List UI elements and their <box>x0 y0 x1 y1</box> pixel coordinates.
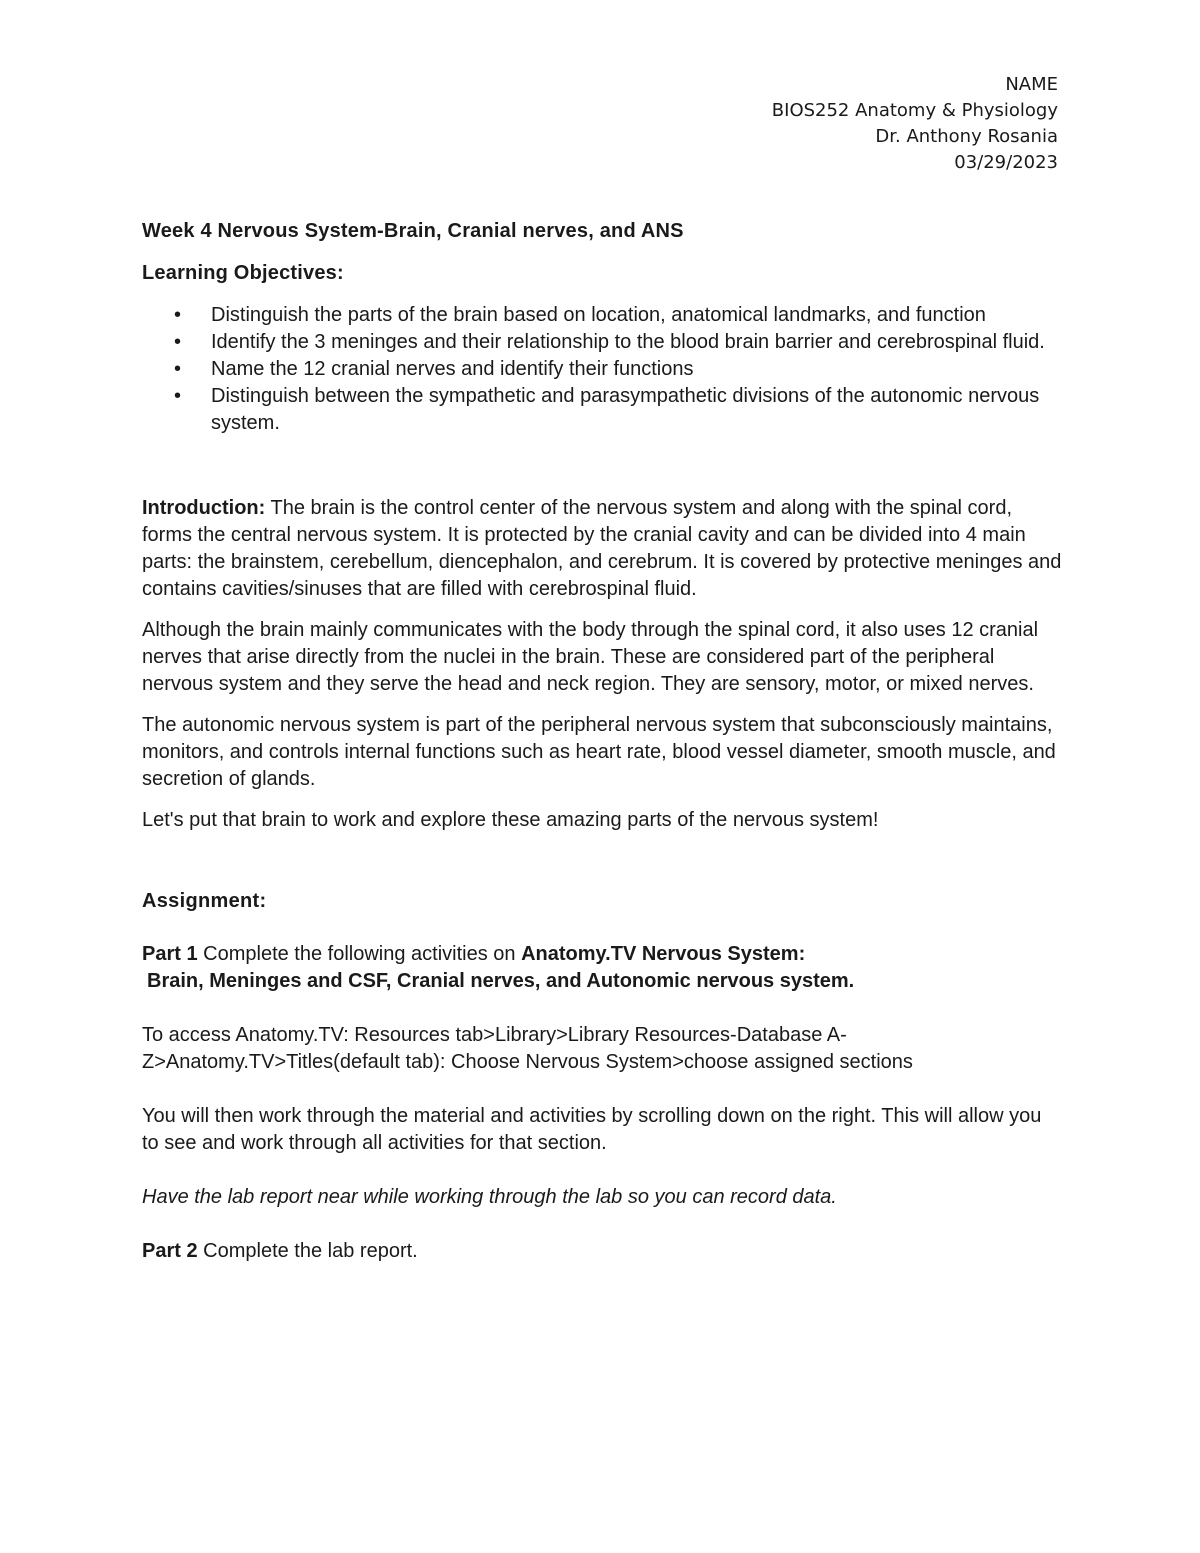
part2-text: Complete the lab report. <box>197 1240 418 1262</box>
part2-instructions <box>142 1238 1062 1265</box>
list-item <box>142 383 1062 437</box>
introduction-paragraph <box>142 495 1062 603</box>
part1-sections: Brain, Meninges and CSF, Cranial nerves, and Autonomic nervous system. <box>147 970 855 992</box>
instructor-name: Dr. Anthony Rosania <box>875 126 1058 147</box>
list-item <box>142 302 1062 329</box>
introduction-text: The brain is the control center of the nervous system and along with the spinal cord, forms the central nervous system. It is protected by the cranial cavity and can be divided into 4 main parts: the brainstem, cerebellum, diencephalon, and cerebrum. It is covered by protective meninges and contains cavities/sinuses that are filled with cerebrospinal fluid. <box>142 497 1062 600</box>
objective-text: Distinguish between the sympathetic and parasympathetic divisions of the autonomic nervous system. <box>211 385 1040 434</box>
list-item <box>142 329 1062 356</box>
objectives-heading: Learning Objectives: <box>142 262 344 284</box>
header-block <box>772 72 1058 176</box>
objective-text: Identify the 3 meninges and their relationship to the blood brain barrier and cerebrospinal fluid. <box>211 331 1045 353</box>
work-through-instructions: You will then work through the material and activities by scrolling down on the right. This will allow you to see and work through all activities for that section. <box>142 1105 1042 1154</box>
bullet-icon: • <box>174 304 182 326</box>
list-item <box>142 356 1062 383</box>
introduction-label: Introduction: <box>142 497 266 519</box>
autonomic-paragraph: The autonomic nervous system is part of the peripheral nervous system that subconsciously maintains, monitors, and controls internal functions such as heart rate, blood vessel diameter, smooth muscle, and secretion of glands. <box>142 714 1056 790</box>
document-date: 03/29/2023 <box>954 152 1058 173</box>
part1-text: Complete the following activities on <box>197 943 522 965</box>
objective-text: Name the 12 cranial nerves and identify their functions <box>211 358 694 380</box>
part1-resource: Anatomy.TV Nervous System: <box>521 943 806 965</box>
page-title: Week 4 Nervous System-Brain, Cranial nerves, and ANS <box>142 220 684 242</box>
bullet-icon: • <box>174 385 182 407</box>
objectives-list <box>142 302 1062 437</box>
bullet-icon: • <box>174 331 182 353</box>
objective-text: Distinguish the parts of the brain based on location, anatomical landmarks, and function <box>211 304 986 326</box>
document-body <box>142 218 1062 1279</box>
course-name: BIOS252 Anatomy & Physiology <box>771 100 1058 121</box>
lab-report-note: Have the lab report near while working through the lab so you can record data. <box>142 1186 837 1208</box>
access-instructions: To access Anatomy.TV: Resources tab>Library>Library Resources-Database A-Z>Anatomy.TV>Titles(default tab): Choose Nervous System>choose assigned sections <box>142 1024 913 1073</box>
cranial-nerves-paragraph: Although the brain mainly communicates with the body through the spinal cord, it also uses 12 cranial nerves that arise directly from the nuclei in the brain. These are considered part of the peripheral nervous system and they serve the head and neck region. They are sensory, motor, or mixed nerves. <box>142 619 1039 695</box>
assignment-heading: Assignment: <box>142 890 267 912</box>
part2-label: Part 2 <box>142 1240 198 1262</box>
bullet-icon: • <box>174 358 182 380</box>
closing-paragraph: Let's put that brain to work and explore these amazing parts of the nervous system! <box>142 809 879 831</box>
student-name: NAME <box>1005 74 1058 95</box>
part1-instructions <box>142 941 1062 995</box>
part1-label: Part 1 <box>142 943 198 965</box>
